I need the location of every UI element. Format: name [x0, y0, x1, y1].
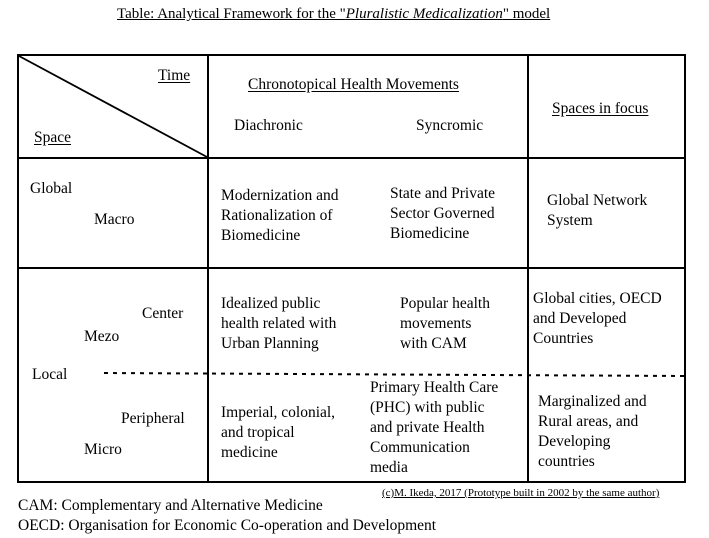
header-spaces-in-focus: Spaces in focus [552, 100, 649, 117]
cell-center-syncromic: Popular health movements with CAM [400, 295, 490, 352]
row-label-micro: Micro [84, 441, 122, 458]
row-label-mezo: Mezo [84, 328, 120, 345]
cell-macro-spaces: Global Network System [547, 192, 648, 229]
row-label-global: Global [30, 180, 73, 197]
footnote-cam: CAM: Complementary and Alternative Medicine [18, 497, 323, 514]
header-syncromic: Syncromic [416, 117, 484, 134]
header-movements: Chronotopical Health Movements [248, 76, 459, 93]
header-diachronic: Diachronic [234, 117, 303, 134]
footnote-oecd: OECD: Organisation for Economic Co-operation and Development [18, 517, 437, 534]
row-label-local: Local [32, 366, 68, 383]
cell-periph-syncromic: Primary Health Care (PHC) with public and private Health Communication media [370, 379, 499, 476]
title-suffix: " model [502, 6, 551, 22]
row-label-peripheral: Peripheral [121, 410, 185, 427]
row-label-macro: Macro [94, 211, 135, 228]
credit-line: (c)M. Ikeda, 2017 (Prototype built in 2002 by the same author) [382, 487, 660, 499]
row-label-center: Center [142, 305, 184, 322]
cell-macro-diachronic: Modernization and Rationalization of Biomedicine [221, 187, 339, 244]
cell-periph-diachronic: Imperial, colonial, and tropical medicine [221, 404, 336, 461]
title-italic: Pluralistic Medicalization [345, 6, 503, 22]
title-prefix: Table: Analytical Framework for the " [117, 6, 346, 22]
cell-center-diachronic: Idealized public health related with Urban Planning [221, 295, 337, 352]
cell-center-spaces: Global cities, OECD and Developed Countries [533, 290, 662, 347]
cell-periph-spaces: Marginalized and Rural areas, and Developing countries [538, 393, 647, 470]
header-space: Space [34, 129, 72, 146]
header-time: Time [158, 67, 191, 84]
cell-macro-syncromic: State and Private Sector Governed Biomedicine [390, 185, 496, 242]
